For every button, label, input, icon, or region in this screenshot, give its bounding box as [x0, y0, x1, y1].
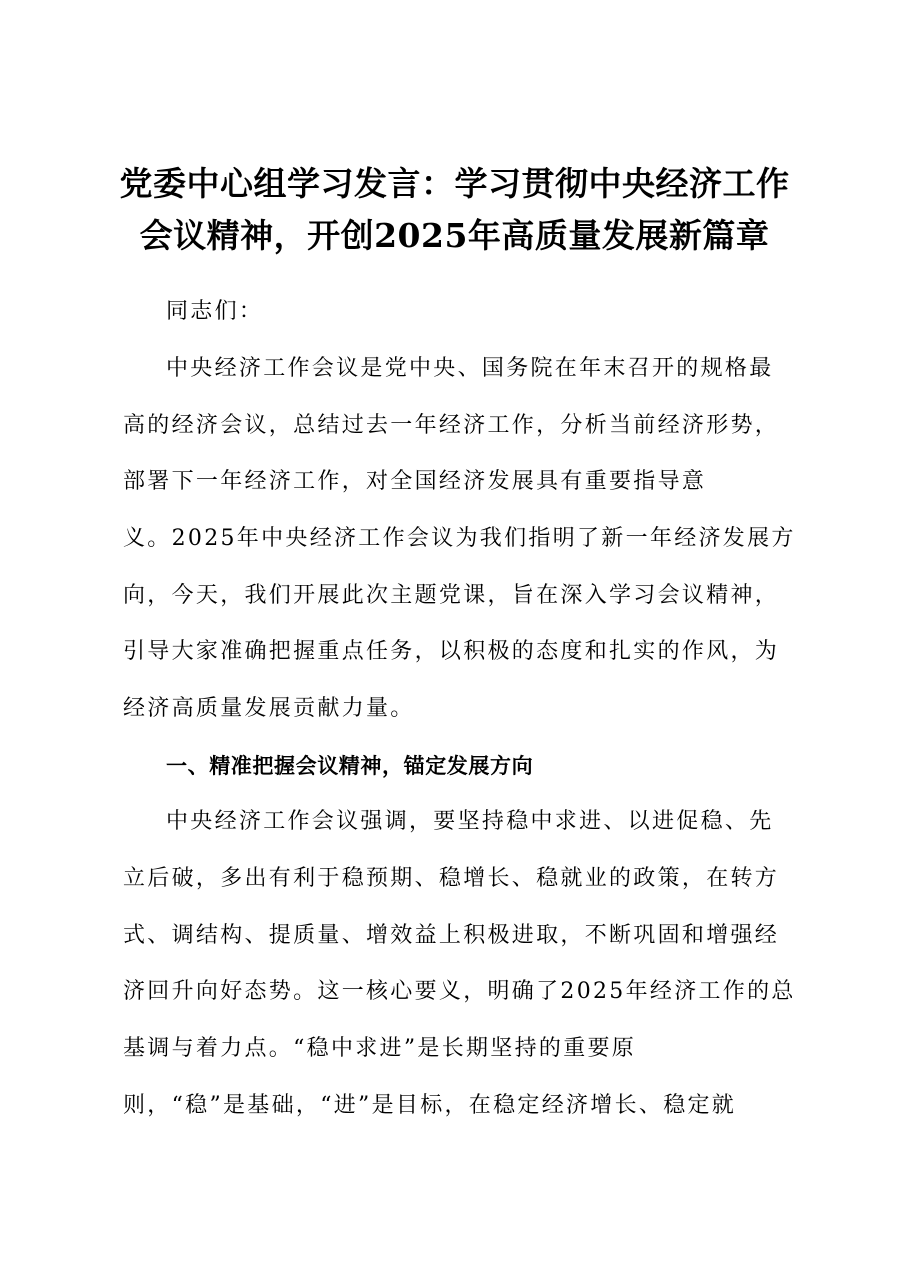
paragraph-line: 经济高质量发展贡献力量。 — [123, 696, 415, 721]
salutation: 同志们： — [166, 299, 264, 324]
paragraph-line: 基调与着力点。“稳中求进”是长期坚持的重要原 — [123, 1036, 637, 1061]
paragraph-line: 义。2025年中央经济工作会议为我们指明了新一年经济发展方 — [123, 526, 796, 551]
paragraph-line: 济回升向好态势。这一核心要义，明确了2025年经济工作的总 — [123, 979, 796, 1004]
paragraph-line: 立后破，多出有利于稳预期、稳增长、稳就业的政策，在转方 — [123, 866, 780, 891]
paragraph-line: 高的经济会议，总结过去一年经济工作，分析当前经济形势， — [123, 413, 780, 438]
paragraph-line: 式、调结构、提质量、增效益上积极进取，不断巩固和增强经 — [123, 923, 780, 948]
document-title-line-1: 党委中心组学习发言：学习贯彻中央经济工作 — [119, 164, 790, 203]
paragraph-line: 部署下一年经济工作，对全国经济发展具有重要指导意 — [123, 469, 707, 494]
paragraph-line: 引导大家准确把握重点任务，以积极的态度和扎实的作风，为 — [123, 639, 780, 664]
paragraph-line: 向，今天，我们开展此次主题党课，旨在深入学习会议精神， — [123, 583, 780, 608]
section-heading: 一、精准把握会议精神，锚定发展方向 — [166, 754, 534, 778]
paragraph-line: 则，“稳”是基础，“进”是目标，在稳定经济增长、稳定就 — [123, 1093, 737, 1118]
document-title-line-2: 会议精神，开创2025年高质量发展新篇章 — [139, 216, 770, 255]
paragraph-line: 中央经济工作会议强调，要坚持稳中求进、以进促稳、先 — [166, 809, 774, 834]
paragraph-line: 中央经济工作会议是党中央、国务院在年末召开的规格最 — [166, 356, 774, 381]
